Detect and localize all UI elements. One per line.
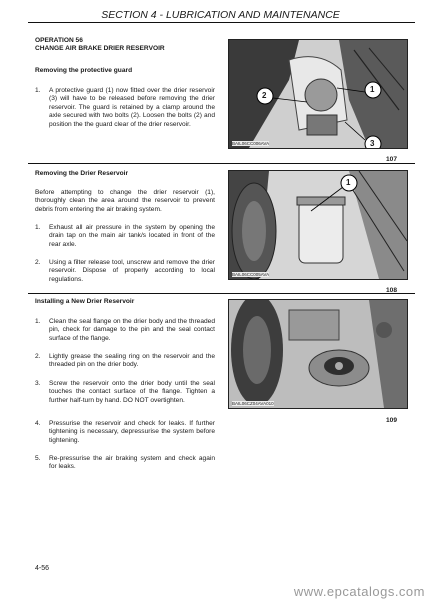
operation-title: CHANGE AIR BRAKE DRIER RESERVOIR [35, 45, 165, 53]
figure-code: BAIL06CZ04AVA010 [232, 401, 274, 406]
step-text: Screw the reservoir onto the drier body until the seal touches the contact surface of the flange. Tighten a further half-turn by hand. DO NOT overtighten. [49, 380, 215, 404]
step-number: 4. [35, 420, 41, 427]
install-step-1 [35, 318, 215, 343]
removing-heading: Removing the Drier Reservoir [35, 170, 129, 177]
operation-heading [35, 37, 225, 54]
step-text: Exhaust all air pressure in the system by opening the drain tap on the main air tank/s located in front of the rear axle. [49, 224, 215, 248]
step-number: 1. [35, 318, 41, 325]
callout-label: 1 [346, 178, 351, 187]
step-number: 3. [35, 380, 41, 387]
figure-109-number: 109 [386, 417, 398, 424]
watermark-footer[interactable]: www.epcatalogs.com [293, 584, 425, 599]
divider [28, 293, 415, 294]
drier-body-photo-illustration [229, 300, 407, 408]
callout-label: 2 [262, 91, 267, 100]
figure-107-callouts [229, 40, 407, 148]
step-text: Re-pressurise the air braking system and check again for leaks. [49, 455, 215, 471]
removing-step-1 [35, 224, 215, 249]
figure-109-photo [228, 299, 408, 409]
callout-label: 1 [370, 85, 375, 94]
figure-108-photo [228, 170, 408, 280]
step-text: Clean the seal flange on the drier body and the threaded pin, check for damage to the pin and the seal contact surface of the flange. [49, 318, 215, 342]
step-number: 1. [35, 224, 41, 231]
removing-step-2 [35, 259, 215, 284]
step-number: 2. [35, 259, 41, 266]
callout-label: 3 [370, 139, 375, 148]
install-step-5 [35, 455, 215, 472]
install-step-3 [35, 380, 215, 405]
removing-intro: Before attempting to change the drier reservoir (1), thoroughly clean the area around the reservoir to prevent debris from entering the air braking system. [35, 189, 215, 213]
header-rule [28, 22, 415, 23]
figure-code: BAIL06CC005AVA [232, 272, 270, 277]
step-text: Pressurise the reservoir and check for leaks. If further tightening is necessary, depressurise the system before tightening. [49, 420, 215, 444]
step-text: Using a filter release tool, unscrew and remove the drier reservoir. Dispose of properly according to local regulations. [49, 259, 215, 283]
install-step-2 [35, 353, 215, 370]
step-text: Lightly grease the sealing ring on the reservoir and the threaded pin on the drier body. [49, 353, 215, 369]
step-number: 5. [35, 455, 41, 462]
operation-number: OPERATION 56 [35, 37, 83, 44]
install-heading: Installing a New Drier Reservoir [35, 298, 135, 305]
figure-107-photo [228, 39, 408, 149]
guard-step-1 [35, 87, 215, 129]
guard-heading: Removing the protective guard [35, 67, 133, 74]
step-text: A protective guard (1) now fitted over the drier reservoir (3) will have to be released before removing the drier reservoir. The guard is retained by a clamp around the axle secured with two bolts (2). Loosen the bolts (2) and position the the guard clear of the drier reservoir. [49, 87, 215, 128]
step-number: 2. [35, 353, 41, 360]
install-step-4 [35, 420, 215, 445]
figure-code: BAIL06CC006AVA [232, 141, 270, 146]
figure-108-callouts [229, 171, 407, 279]
section-title: SECTION 4 - LUBRICATION AND MAINTENANCE [101, 9, 340, 21]
page-number: 4-56 [35, 565, 50, 572]
figure-107-number: 107 [386, 156, 398, 163]
divider [28, 163, 415, 164]
step-number: 1. [35, 87, 41, 94]
figure-108-number: 108 [386, 287, 398, 294]
